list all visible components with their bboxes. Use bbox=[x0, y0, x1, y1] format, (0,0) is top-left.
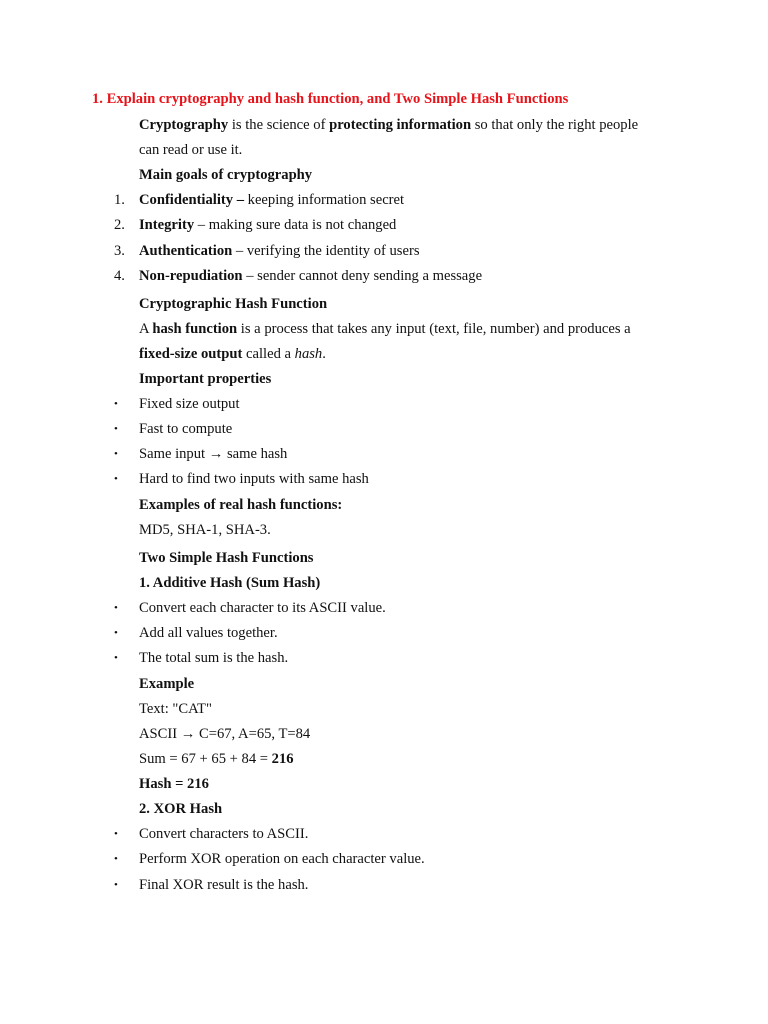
hash-definition-line bbox=[139, 320, 631, 338]
text-run: Sum = 67 + 65 + 84 = bbox=[139, 751, 272, 767]
additive-step: Add all values together. bbox=[139, 625, 278, 641]
text-run: Authentication bbox=[139, 243, 233, 259]
text-run: 216 bbox=[271, 751, 294, 767]
text-run: so that only the right people bbox=[471, 117, 639, 133]
property-item: Hard to find two inputs with same hash bbox=[139, 471, 369, 487]
text-run: – sender cannot deny sending a message bbox=[242, 268, 483, 284]
goal-item bbox=[139, 267, 482, 285]
goal-number: 4. bbox=[114, 268, 125, 284]
examples-text: MD5, SHA-1, SHA-3. bbox=[139, 522, 271, 538]
additive-step: The total sum is the hash. bbox=[139, 650, 289, 666]
text-run: Integrity bbox=[139, 217, 195, 233]
text-run: . bbox=[322, 346, 326, 362]
goals-title: Main goals of cryptography bbox=[139, 167, 313, 183]
hash-function-title: Cryptographic Hash Function bbox=[139, 296, 328, 312]
bullet: • bbox=[114, 652, 118, 664]
bullet: • bbox=[114, 448, 118, 460]
text-run: fixed-size output bbox=[139, 346, 243, 362]
bullet: • bbox=[114, 627, 118, 639]
text-run: ASCII → C=67, A=65, T=84 bbox=[139, 726, 311, 742]
examples-title: Examples of real hash functions: bbox=[139, 497, 343, 513]
properties-title: Important properties bbox=[139, 371, 272, 387]
text-run: – verifying the identity of users bbox=[232, 243, 420, 259]
intro-line bbox=[139, 141, 242, 159]
text-run: is the science of bbox=[228, 117, 330, 133]
text-run: Text: "CAT" bbox=[139, 701, 212, 717]
hash-definition-line bbox=[139, 345, 326, 363]
xor-hash-title: 2. XOR Hash bbox=[139, 801, 223, 817]
text-run: protecting information bbox=[329, 117, 472, 133]
text-run: is a process that takes any input (text, file, number) and produces a bbox=[237, 321, 631, 337]
text-run: called a bbox=[242, 346, 295, 362]
text-run: Cryptography bbox=[139, 117, 229, 133]
xor-step: Final XOR result is the hash. bbox=[139, 877, 309, 893]
example-line bbox=[139, 725, 310, 743]
property-item: Same input → same hash bbox=[139, 446, 288, 462]
text-run: – making sure data is not changed bbox=[194, 217, 397, 233]
text-run: hash function bbox=[152, 321, 238, 337]
bullet: • bbox=[114, 423, 118, 435]
bullet: • bbox=[114, 473, 118, 485]
bullet: • bbox=[114, 398, 118, 410]
property-item: Fast to compute bbox=[139, 421, 233, 437]
property-item: Fixed size output bbox=[139, 396, 240, 412]
section-heading: 1. Explain cryptography and hash function, and Two Simple Hash Functions bbox=[92, 91, 569, 107]
goal-number: 1. bbox=[114, 192, 125, 208]
two-functions-title: Two Simple Hash Functions bbox=[139, 550, 314, 566]
text-run: hash bbox=[294, 346, 323, 362]
goal-number: 3. bbox=[114, 243, 125, 259]
example-title: Example bbox=[139, 676, 195, 692]
text-run: Hash = 216 bbox=[139, 776, 209, 792]
xor-step: Perform XOR operation on each character value. bbox=[139, 851, 425, 867]
bullet: • bbox=[114, 879, 118, 891]
text-run: Confidentiality – bbox=[139, 192, 244, 208]
example-line bbox=[139, 750, 294, 768]
additive-step: Convert each character to its ASCII value. bbox=[139, 600, 386, 616]
text-run: Non-repudiation bbox=[139, 268, 243, 284]
goal-item bbox=[139, 191, 404, 209]
xor-step: Convert characters to ASCII. bbox=[139, 826, 309, 842]
goal-item bbox=[139, 216, 396, 234]
text-run: A bbox=[139, 321, 153, 337]
intro-line bbox=[139, 116, 638, 134]
goal-number: 2. bbox=[114, 217, 125, 233]
additive-hash-title: 1. Additive Hash (Sum Hash) bbox=[139, 575, 321, 591]
text-run: can read or use it. bbox=[139, 142, 243, 158]
bullet: • bbox=[114, 853, 118, 865]
example-line bbox=[139, 775, 209, 793]
example-line bbox=[139, 700, 212, 718]
bullet: • bbox=[114, 602, 118, 614]
goal-item bbox=[139, 242, 420, 260]
text-run: keeping information secret bbox=[244, 192, 405, 208]
bullet: • bbox=[114, 828, 118, 840]
